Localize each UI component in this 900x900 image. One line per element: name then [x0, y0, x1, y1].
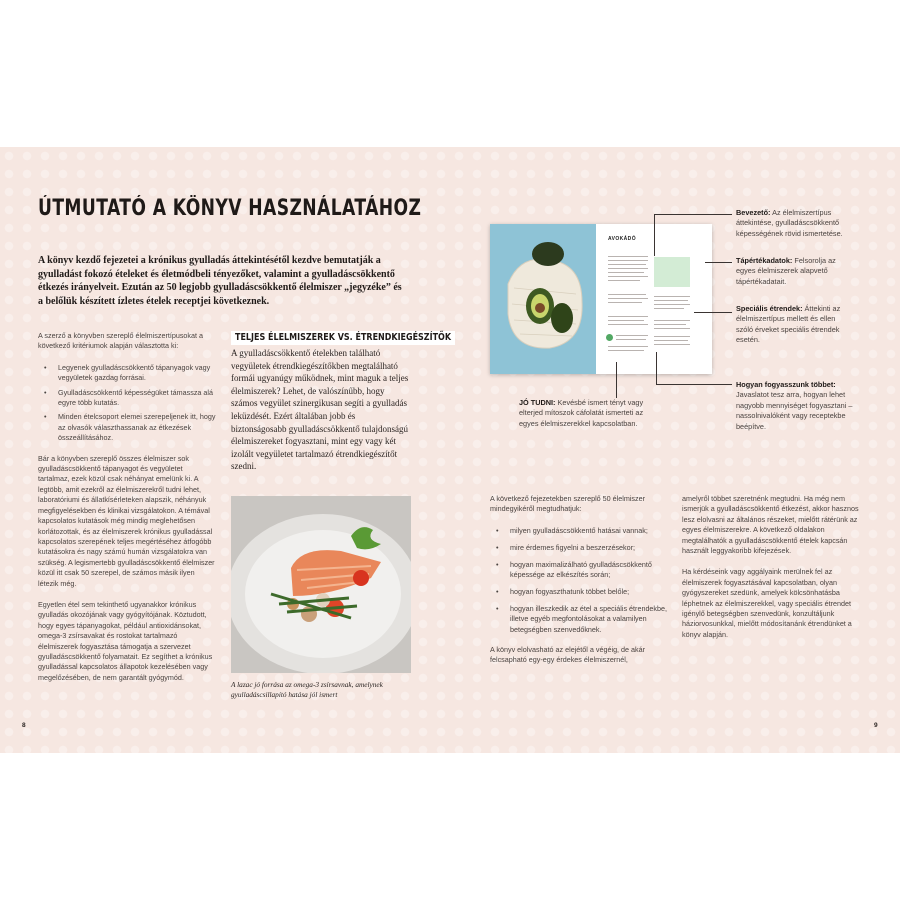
leader-line [654, 214, 732, 215]
sample-page-mockup [490, 224, 712, 374]
body-paragraph: amelyről többet szeretnénk megtudni. Ha még nem ismerjük a gyulladáscsökkentő étkezést, akkor hasznos lesz elolvasni az általános részeket, mielőtt rátérünk az egyes élelmiszerekre. A következő oldalakon megtalálhatók a gyulladáscsökkentő ételek kapcsán használt leggyakoribb kifejezések. [682, 494, 859, 556]
list-item: • milyen gyulladáscsökkentő hatásai vannak; [510, 526, 670, 536]
mockup-nutrition-box [654, 257, 690, 287]
criteria-intro: A szerző a könyvben szereplő élelmiszertípusokat a következő kritériumok alapján választotta ki: [38, 331, 203, 351]
leader-line [705, 262, 732, 263]
page-number-right: 9 [874, 722, 878, 729]
callout-fogyasztas: Hogyan fogyasszunk többet: Javaslatot tesz arra, hogyan lehet nagyobb mennyiséget fogyasztani – nassolnivalóként vagy receptekbe beépítve. [736, 380, 853, 431]
body-paragraph: A könyv elolvasható az elejétől a végéig, de akár felcsapható egy-egy érdekes élelmiszernél, [490, 645, 646, 665]
list-item: • hogyan fogyaszthatunk többet belőle; [510, 587, 670, 597]
body-paragraph: Bár a könyvben szereplő összes élelmiszer sok gyulladáscsökkentő tápanyagot és vegyületet tartalmaz, ezek közül csak néhányat emelünk ki. A legtöbb, amit ezekről az élelmiszerekről tudni lehet, laboratóriumi és állatkísérleteken alapszik, néhányuk megfigyelésekben és klinikai vizsgálatokon. A témával kapcsolatos kutatások még mindig meglehetősen korlátozottak, és az élelmiszerek krónikus gyulladással kapcsolatos szerepének teljes megértéséhez átfogóbb kutatásokra és nagy számú humán vizsgálatokra van szükség. A legismertebb gyulladáscsökkentő élelmiszer közül itt csak 50 szerepel, de számos másik ilyen létezik még. [38, 453, 215, 588]
right-body-column-1 [490, 494, 670, 677]
features-list [490, 526, 670, 635]
leader-line [656, 384, 732, 385]
mockup-badge-icon [606, 334, 613, 341]
callout-tapertekadatok: Tápértékadatok: Felsorolja az egyes élelmiszerek alapvető tápértékadatait. [736, 256, 836, 286]
intro-paragraph: A könyv kezdő fejezetei a krónikus gyulladás áttekintésétől kezdve bemutatják a gyulladást fokozó ételeket és életmódbeli tényezőket, valamint a gyulladáscsökkentő étkezés irányelveit. Ezután az 50 legjobb gyulladáscsökkentő élelmiszer „jegyzéke” és a belőlük készített ízletes ételek receptjei következnek. [38, 255, 402, 307]
leader-line [656, 352, 657, 384]
callout-jo-tudni: JÓ TUDNI: Kevésbé ismert tényt vagy elterjed mítoszok cáfolatát ismerteti az egyes élelmiszerekkel kapcsolatban. [519, 398, 644, 428]
list-item: • hogyan maximalizálható gyulladáscsökkentő képessége az elkészítés során; [510, 560, 670, 581]
callout-specialis-etrendek: Speciális étrendek: Áttekinti az élelmiszertípus mellett és ellen szóló érveket speciális étrendek esetén. [736, 304, 841, 345]
body-paragraph: A következő fejezetekben szereplő 50 élelmiszer mindegyikéről megtudhatjuk: [490, 494, 646, 514]
list-item: • Gyulladáscsökkentő képességüket támassza alá egyre több kutatás. [58, 388, 216, 409]
page-number-left: 8 [22, 722, 26, 729]
mockup-title: AVOKÁDÓ [608, 236, 636, 242]
list-item: • hogyan illeszkedik az étel a speciális étrendekbe, illetve egyéb megfontolásokat a valamilyen betegségben szenvedőknek. [510, 604, 670, 635]
list-item: • mire érdemes figyelni a beszerzésekor; [510, 543, 670, 553]
body-paragraph: Egyetlen étel sem tekinthető ugyanakkor krónikus gyulladás okozójának vagy gyógyítójának. Köztudott, hogy egyes tápanyagokat, például antioxidánsokat, omega-3 zsírsavakat és rostokat tartalmazó élelmiszerek fogyasztása támogatja a szervezet gyulladáscsökkentő folyamatait. Ez segíthet a krónikus gyulladással kapcsolatos állapotok kezelésében vagy megelőzésében, de nem garantált gyógymód. [38, 599, 213, 682]
photo-caption: A lazac jó forrása az omega-3 zsírsavnak, amelynek gyulladáscsillapító hatása jól ismert [231, 680, 383, 699]
sidebox-heading: TELJES ÉLELMISZEREK VS. ÉTRENDKIEGÉSZÍTŐK [231, 331, 455, 345]
right-body-column-2 [682, 494, 862, 651]
callout-bevezeto: Bevezető: Az élelmiszertípus áttekintése, gyulladáscsökkentő képességének rövid ismertetése. [736, 208, 843, 238]
leader-line [654, 214, 655, 256]
page-title: ÚTMUTATÓ A KÖNYV HASZNÁLATÁHOZ [38, 196, 422, 221]
list-item: • Minden ételcsoport elemei szerepeljenek itt, hogy az olvasók választhassanak az étkezések összeállításához. [58, 412, 216, 443]
criteria-list [38, 363, 216, 444]
salmon-photo [231, 496, 411, 673]
leader-line [616, 362, 617, 398]
list-item: • Legyenek gyulladáscsökkentő tápanyagok vagy vegyületek gazdag forrásai. [58, 363, 216, 384]
sidebox-text: A gyulladáscsökkentő ételekben található vegyületek étrendkiegészítőkben megtalálható formái ugyanúgy működnek, mint maguk a teljes élelmiszerek? Lehet, de valószínűbb, hogy számos vegyület szinergikusan segíti a gyulladás leküzdését. Ezért általában jobb és biztonságosabb gyulladáscsökkentő tulajdonságú élelmiszereket fogyasztani, mint egy vagy két izolált vegyületet tartalmazó étrendkiegészítőt szedni. [231, 348, 409, 472]
left-body-column [38, 331, 216, 694]
avocado-photo [490, 224, 596, 374]
body-paragraph: Ha kérdéseink vagy aggályaink merülnek fel az élelmiszerek fogyasztásával kapcsolatban, olyan gyógyszereket szedünk, amelyek kölcsönhatásba léphetnek az élelmiszerekkel, vagy speciális étrendet igénylő betegségben szenvedünk, konzultáljunk háziorvosunkkal, mielőtt módosítanánk étrendünket a könyv alapján. [682, 567, 852, 639]
leader-line [694, 312, 732, 313]
